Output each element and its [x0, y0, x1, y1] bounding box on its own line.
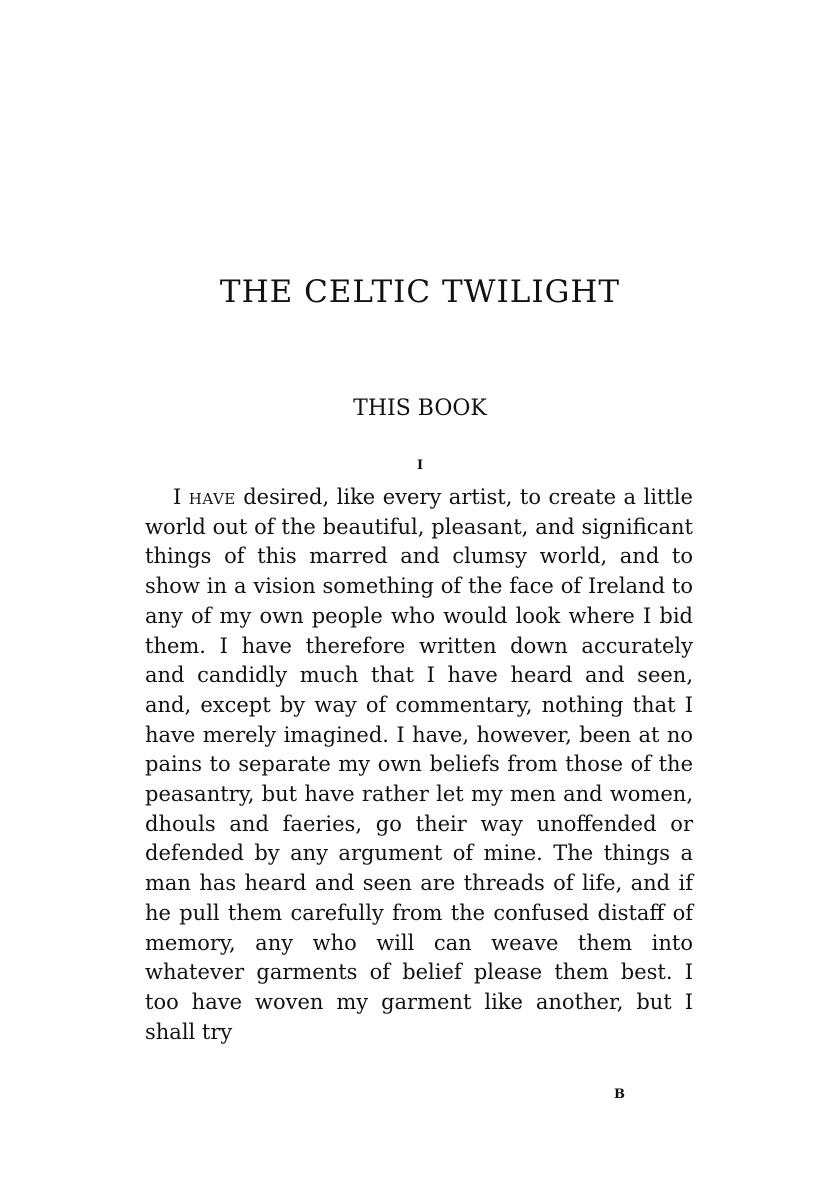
section-heading: THIS BOOK: [353, 396, 487, 421]
paragraph-text: desired, like every artist, to create a little world out of the beautiful, pleasant, and significant things of this marred and clumsy world, and to show in a vision something of the face of Ireland to any of my own people who would look where I bid them. I have therefore written down accurately and candidly much that I have heard and seen, and, except by way of commentary, nothing that I have merely imagined. I have, however, been at no pains to separate my own beliefs from those of the peasantry, but have rather let my men and women, dhouls and faeries, go their way unoffended or defended by any argument of mine. The things a man has heard and seen are threads of life, and if he pull them carefully from the confused distaff of memory, any who will can weave them into whatever garments of belief please them best. I too have woven my garment like another, but I shall try: [145, 485, 693, 1044]
section-number: I: [416, 458, 424, 473]
signature-mark: B: [614, 1087, 625, 1102]
body-paragraph: [145, 483, 693, 1047]
paragraph-lead-word: have: [188, 485, 236, 509]
paragraph-first-word: I: [173, 485, 182, 509]
book-title: THE CELTIC TWILIGHT: [219, 274, 621, 310]
